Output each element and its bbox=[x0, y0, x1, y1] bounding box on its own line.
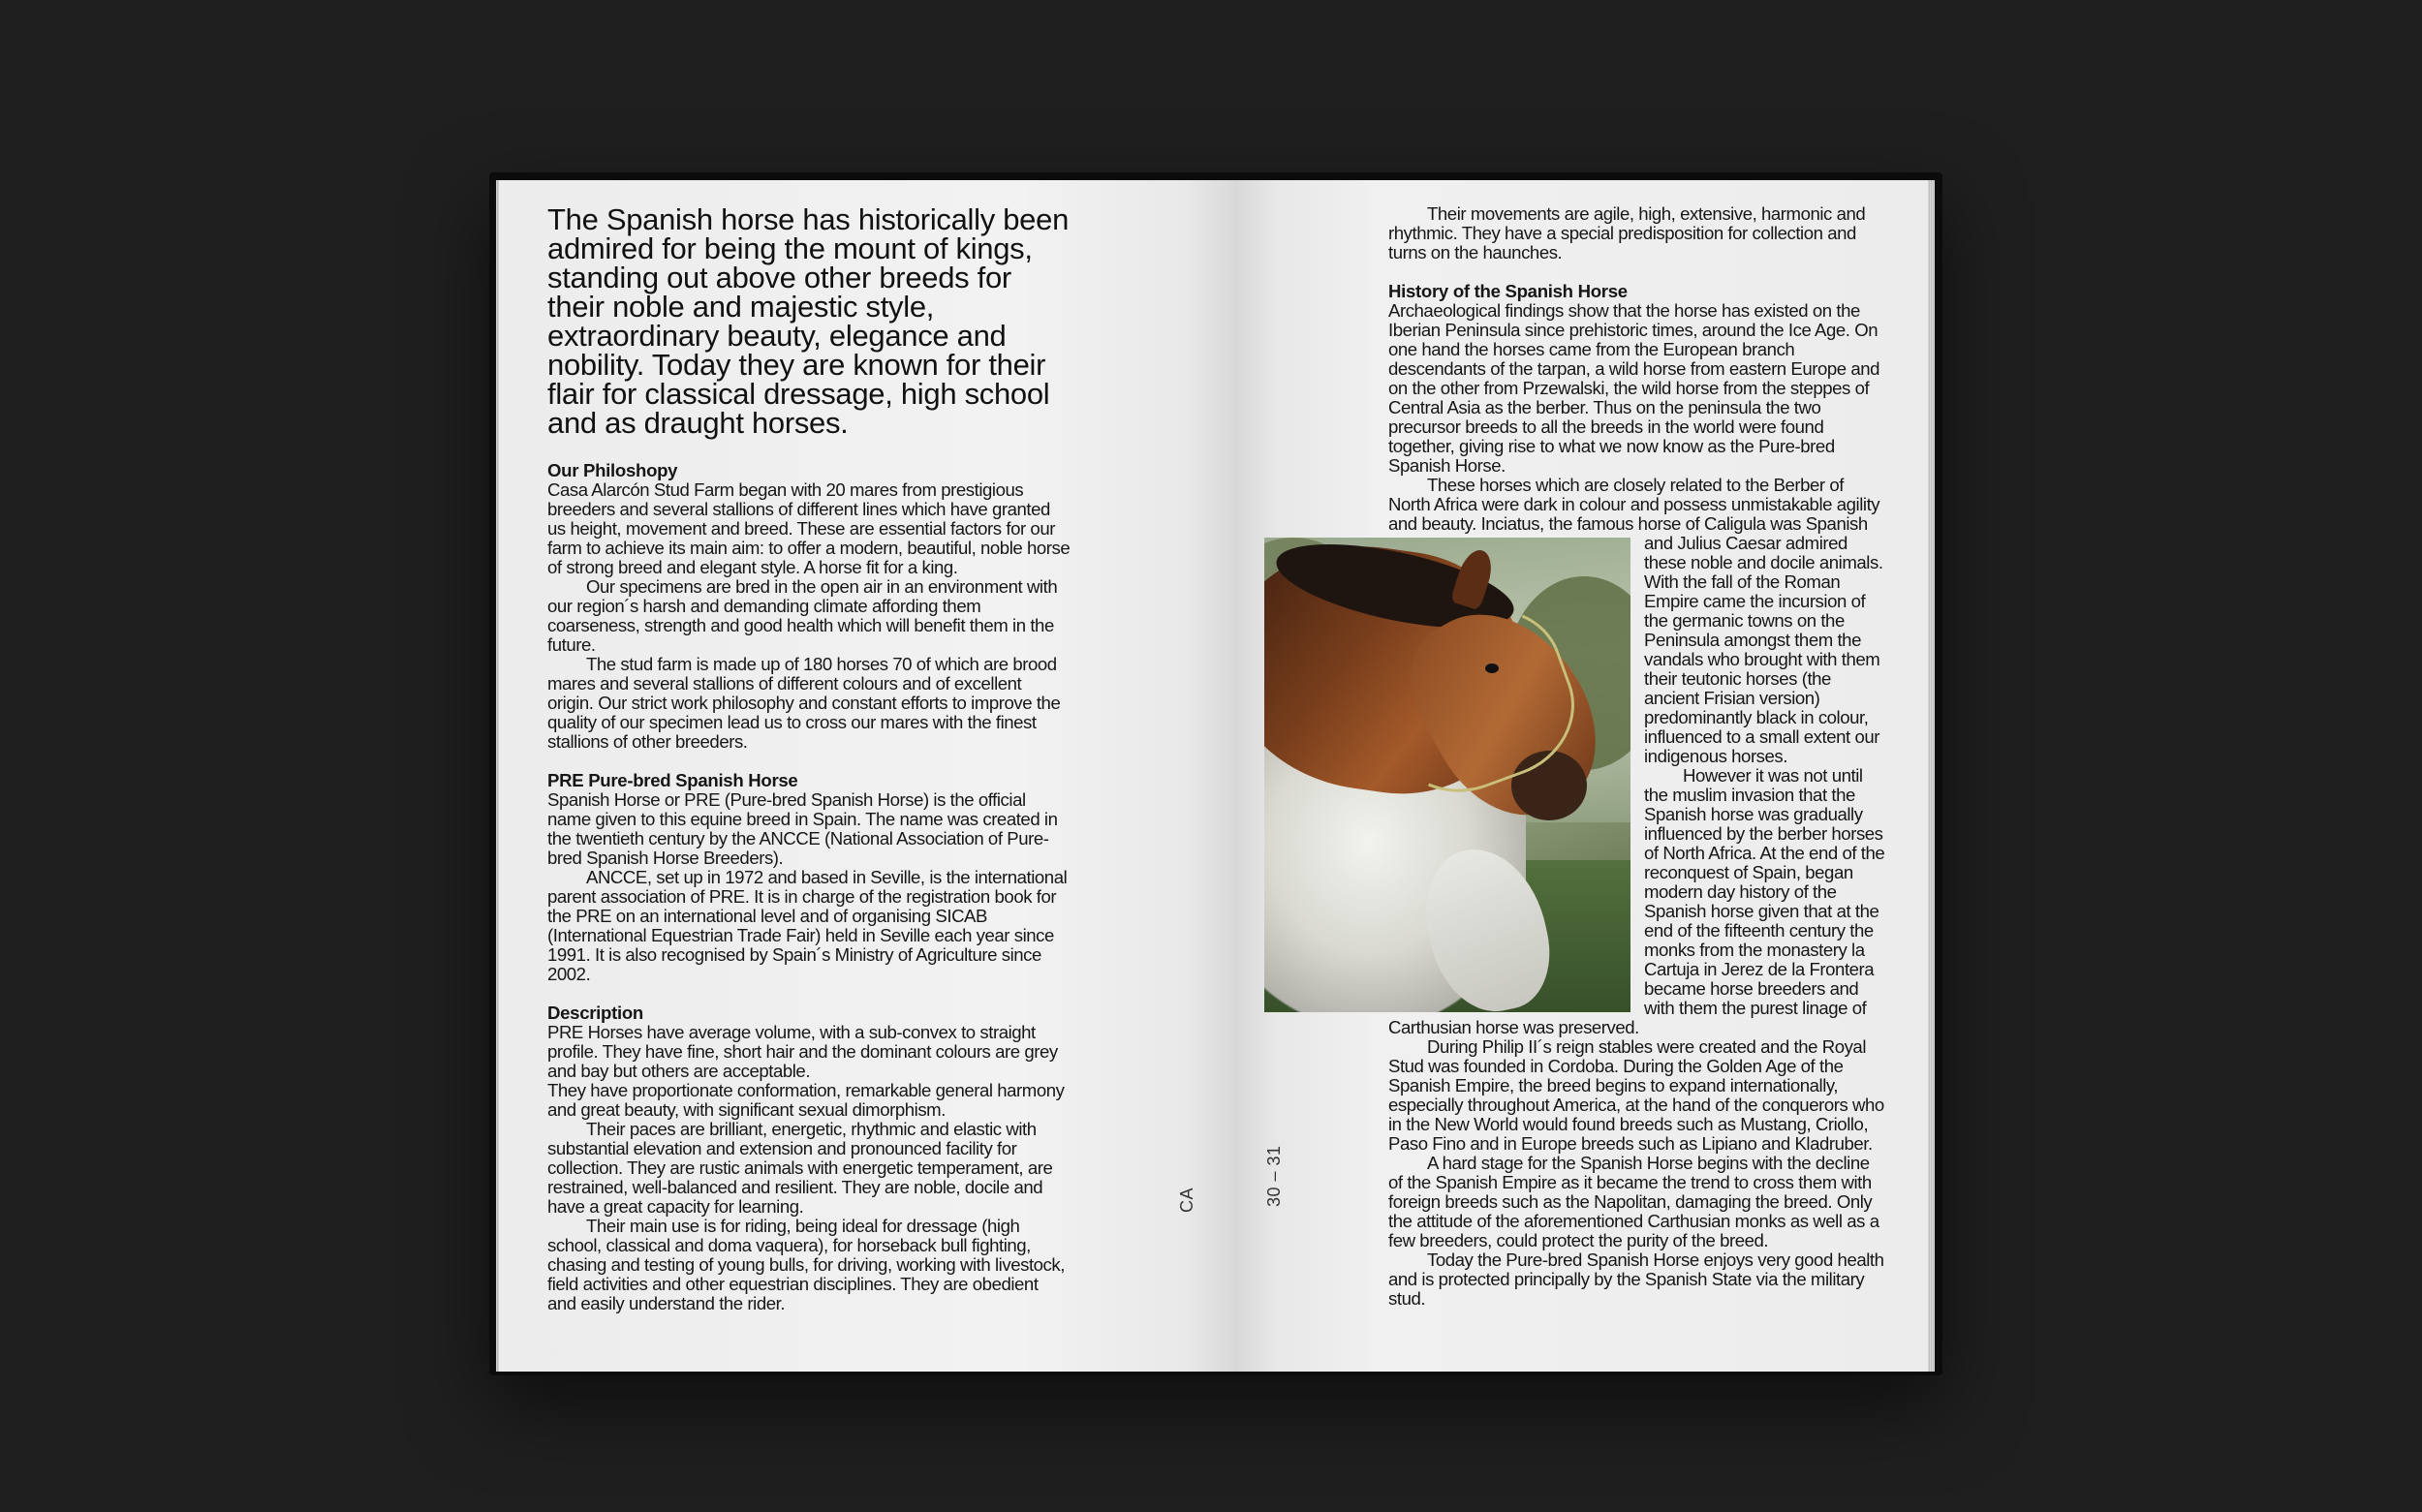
pre-paragraph-1: Spanish Horse or PRE (Pure-bred Spanish Horse) is the official name given to this equine breed in Spain. The name was created in the twentieth century by the ANCCE (National Association of Pure-bred Spanish Horse Breeders). bbox=[547, 789, 1058, 868]
history-paragraph-4: During Philip II´s reign stables were created and the Royal Stud was founded in Cordoba. During the Golden Age of the Spanish Empire, the breed begins to expand internationally, especially throughout America, at the hand of the conquerors who in the New World would found breeds such as Mustang, Criollo, Paso Fino and in Europe breeds such as Lipiano and Kladruber. bbox=[1388, 1036, 1884, 1154]
description-section bbox=[547, 1003, 1071, 1313]
history-heading: History of the Spanish Horse bbox=[1388, 281, 1628, 301]
history-paragraph-1: Archaeological findings show that the horse has existed on the Iberian Peninsula since prehistoric times, around the Ice Age. On one hand the horses came from the European branch descendants of the tarpan, a wild horse from eastern Europe and on the other from Przewalski, the wild horse from the steppes of Central Asia as the berber. Thus on the peninsula the two precursor breeds to all the breeds in the world were found together, giving rise to what we now know as the Pure-bred Spanish Horse. bbox=[1388, 300, 1880, 476]
horse-photo bbox=[1264, 538, 1630, 1012]
right-page-edge bbox=[1928, 180, 1935, 1372]
description-paragraph-2: Their paces are brilliant, energetic, rhythmic and elastic with substantial elevation and extension and pronounced facility for collection. They are rustic animals with energetic temperament, are restrained, well-balanced and resilient. They are noble, docile and have a great capacity for learning. bbox=[547, 1119, 1053, 1217]
history-paragraph-3: However it was not until the muslim invasion that the Spanish horse was gradually influenced by the berber horses of North Africa. At the end of the reconquest of Spain, began modern day history of the Spanish horse given that at the end of the fifteenth century the monks from the monastery la Cartuja in Jerez de la Frontera became horse breeders and with them the purest linage of Carthusian horse was preserved. bbox=[1388, 765, 1885, 1037]
philosophy-paragraph-2: Our specimens are bred in the open air in an environment with our region´s harsh and demanding climate affording them coarseness, strength and good health which will benefit them in the future. bbox=[547, 576, 1058, 655]
philosophy-paragraph-1: Casa Alarcón Stud Farm began with 20 mares from prestigious breeders and several stallions of different lines which have granted us height, movement and breed. These are essential factors for our farm to achieve its main aim: to offer a modern, beautiful, noble horse of strong breed and elegant style. A horse fit for a king. bbox=[547, 479, 1071, 577]
philosophy-paragraph-3: The stud farm is made up of 180 horses 70 of which are brood mares and several stallions of different colours and of excellent origin. Our strict work philosophy and constant efforts to improve the quality of our specimen lead us to cross our mares with the finest stallions of other breeders. bbox=[547, 654, 1061, 752]
philosophy-heading: Our Philoshopy bbox=[547, 460, 678, 480]
description-paragraph-1a: PRE Horses have average volume, with a sub-convex to straight profile. They have fine, short hair and the dominant colours are grey and bay but others are acceptable. bbox=[547, 1022, 1058, 1081]
movement-paragraph: Their movements are agile, high, extensive, harmonic and rhythmic. They have a special predisposition for collection and turns on the haunches. bbox=[1388, 203, 1866, 262]
history-paragraph-2b: and Julius Caesar admired these noble and docile animals. With the fall of the Roman Empire came the incursion of the germanic towns on the Peninsula amongst them the vandals who brought with them their teutonic horses (the ancient Frisian version) predominantly black in colour, influenced to a small extent our indigenous horses. bbox=[1644, 533, 1883, 766]
pre-heading: PRE Pure-bred Spanish Horse bbox=[547, 770, 798, 790]
history-paragraph-5: A hard stage for the Spanish Horse begins with the decline of the Spanish Empire as it became the trend to cross them with foreign breeds such as the Napolitan, damaging the breed. Only the attitude of the aforementioned Carthusian monks as well as a few breeders, could protect the purity of the breed. bbox=[1388, 1153, 1879, 1250]
philosophy-section bbox=[547, 461, 1071, 752]
left-folio: CA bbox=[1177, 1187, 1196, 1213]
history-paragraph-2a: These horses which are closely related to the Berber of North Africa were dark in colour and possess unmistakable agility and beauty. Inciatus, the famous horse of Caligula was Spanish bbox=[1388, 475, 1880, 534]
description-heading: Description bbox=[547, 1003, 643, 1023]
history-paragraph-6: Today the Pure-bred Spanish Horse enjoys very good health and is protected principally by the Spanish State via the military stud. bbox=[1388, 1250, 1884, 1309]
left-column bbox=[547, 202, 1071, 1313]
page-numbers: 30 – 31 bbox=[1264, 1145, 1284, 1207]
description-paragraph-1b: They have proportionate conformation, remarkable general harmony and great beauty, with significant sexual dimorphism. bbox=[547, 1080, 1065, 1120]
intro-paragraph: The Spanish horse has historically been admired for being the mount of kings, standing out above other breeds for their noble and majestic style, extraordinary beauty, elegance and nobility. Today they are known for their flair for classical dressage, high school and as draught horses. bbox=[547, 202, 1070, 440]
pre-section bbox=[547, 771, 1071, 984]
pre-paragraph-2: ANCCE, set up in 1972 and based in Seville, is the international parent association of PRE. It is in charge of the registration book for the PRE on an international level and of organising SICAB (International Equestrian Trade Fair) held in Seville each year since 1991. It is also recognised by Spain´s Ministry of Agriculture since 2002. bbox=[547, 867, 1068, 984]
description-paragraph-3: Their main use is for riding, being ideal for dressage (high school, classical and doma vaquera), for horseback bull fighting, chasing and testing of young bulls, for driving, working with livestock, field activities and other equestrian disciplines. They are obedient and easily understand the rider. bbox=[547, 1216, 1065, 1313]
right-column bbox=[1388, 204, 1887, 1309]
